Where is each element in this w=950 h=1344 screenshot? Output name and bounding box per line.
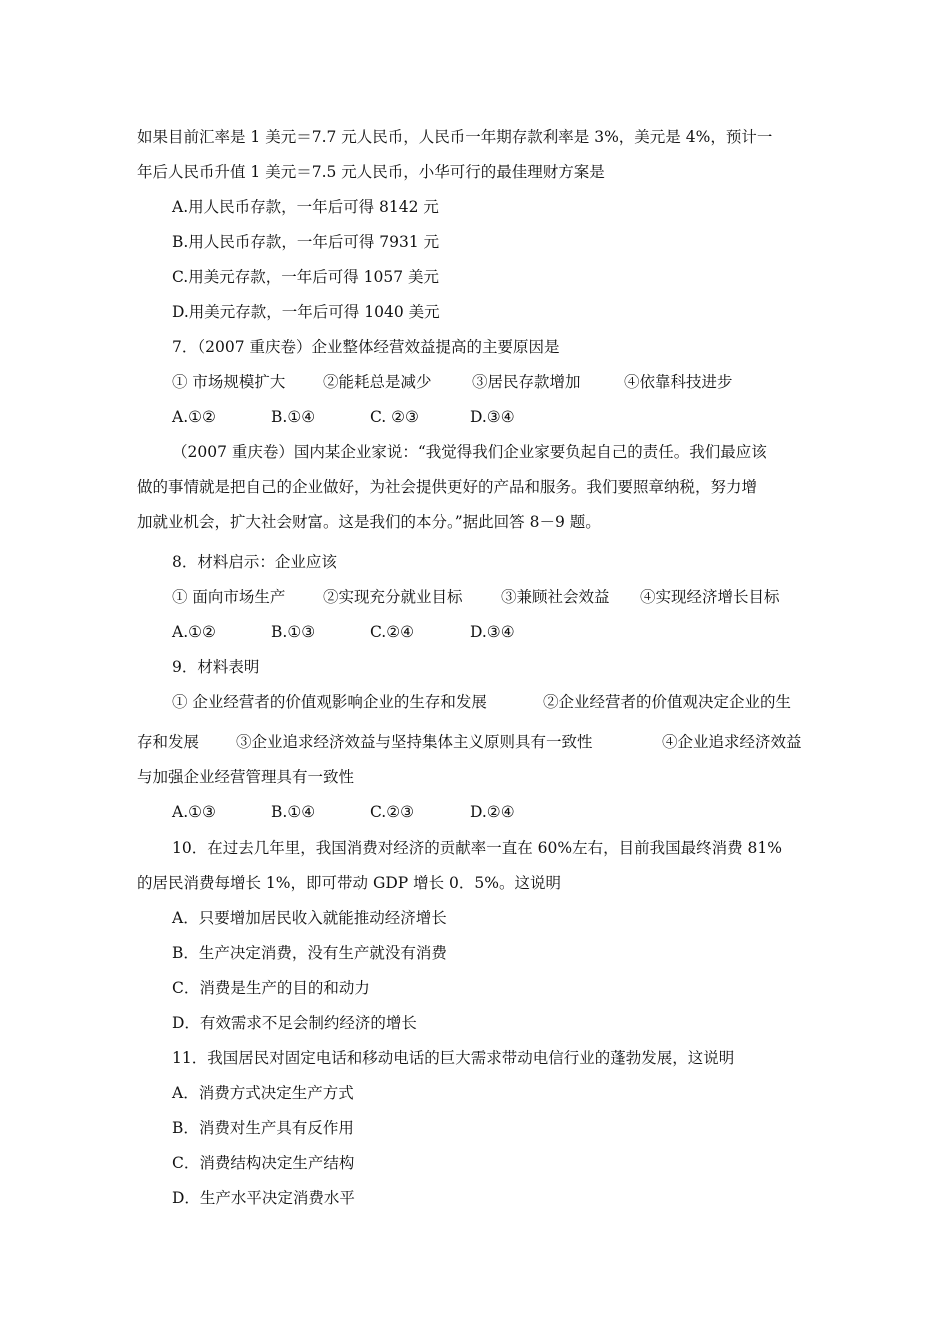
q8-item-4: ④实现经济增长目标 [640,588,780,606]
q9-stem: 9．材料表明 [172,658,260,676]
q7-choice-a: A.①② [172,408,216,426]
q9-line3: 与加强企业经营管理具有一致性 [137,768,355,786]
q9-choice-c: C.②③ [370,803,415,821]
q6-option-b: B.用人民币存款，一年后可得 7931 元 [172,233,440,251]
q8-choice-c: C.②④ [370,623,415,641]
q9-choice-a: A.①③ [172,803,216,821]
q9-item-3: ③企业追求经济效益与坚持集体主义原则具有一致性 [236,733,593,751]
q7-stem: 7．（2007 重庆卷）企业整体经营效益提高的主要原因是 [172,338,560,356]
q8-choice-b: B.①③ [271,623,316,641]
q10-option-b: B．生产决定消费，没有生产就没有消费 [172,944,447,962]
q10-option-c: C．消费是生产的目的和动力 [172,979,370,997]
q11-option-a: A．消费方式决定生产方式 [172,1084,354,1102]
q6-stem-line2: 年后人民币升值 1 美元＝7.5 元人民币，小华可行的最佳理财方案是 [137,163,605,181]
q9-item-4-part1: ④企业追求经济效益 [662,733,802,751]
q10-option-a: A．只要增加居民收入就能推动经济增长 [172,909,447,927]
q7-item-1: ① 市场规模扩大 [172,373,286,391]
q7-choice-c: C. ②③ [370,408,419,426]
q9-line1 [172,692,791,712]
q8-item-3: ③兼顾社会效益 [501,588,610,606]
q11-option-b: B．消费对生产具有反作用 [172,1119,354,1137]
q10-stem-line1: 10．在过去几年里，我国消费对经济的贡献率一直在 60%左右，目前我国最终消费 81% [172,839,782,857]
q11-stem: 11．我国居民对固定电话和移动电话的巨大需求带动电信行业的蓬勃发展，这说明 [172,1049,735,1067]
q9-choice-d: D.②④ [470,803,515,821]
q10-option-d: D．有效需求不足会制约经济的增长 [172,1014,417,1032]
q9-choice-b: B.①④ [271,803,316,821]
q9-choices [172,802,515,822]
q7-item-3: ③居民存款增加 [472,373,581,391]
q11-option-c: C．消费结构决定生产结构 [172,1154,355,1172]
q7-choices [172,407,515,427]
material-line3: 加就业机会，扩大社会财富。这是我们的本分。”据此回答 8－9 题。 [137,513,601,531]
q8-choices [172,622,515,642]
q6-option-d: D.用美元存款，一年后可得 1040 美元 [172,303,440,321]
material-line2: 做的事情就是把自己的企业做好，为社会提供更好的产品和服务。我们要照章纳税，努力增 [137,478,758,496]
q7-item-2: ②能耗总是减少 [323,373,432,391]
q9-item-2-part1: ②企业经营者的价值观决定企业的生 [543,693,792,711]
q6-stem-line1: 如果目前汇率是 1 美元＝7.7 元人民币，人民币一年期存款利率是 3%，美元是 4%，预计一 [137,128,773,146]
q7-choice-d: D.③④ [470,408,515,426]
q8-choice-d: D.③④ [470,623,515,641]
q11-option-d: D．生产水平决定消费水平 [172,1189,355,1207]
q7-items [172,372,733,392]
material-line1 [172,442,813,462]
q7-item-4: ④依靠科技进步 [624,373,733,391]
q10-stem-line2: 的居民消费每增长 1%，即可带动 GDP 增长 0．5%。这说明 [137,874,561,892]
q8-item-2: ②实现充分就业目标 [323,588,463,606]
q9-item-1: ① 企业经营者的价值观影响企业的生存和发展 [172,693,487,711]
q6-option-c: C.用美元存款，一年后可得 1057 美元 [172,268,440,286]
q9-item-2-part2: 存和发展 [137,733,200,751]
q8-items [172,587,780,607]
q7-choice-b: B.①④ [271,408,316,426]
material-text-1: （2007 重庆卷）国内某企业家说：“我觉得我们企业家要负起自己的责任。我们最应该 [172,443,767,461]
q6-option-a: A.用人民币存款，一年后可得 8142 元 [172,198,439,216]
q8-item-1: ① 面向市场生产 [172,588,286,606]
q9-line2 [137,732,802,752]
q8-stem: 8．材料启示：企业应该 [172,553,337,571]
q8-choice-a: A.①② [172,623,216,641]
